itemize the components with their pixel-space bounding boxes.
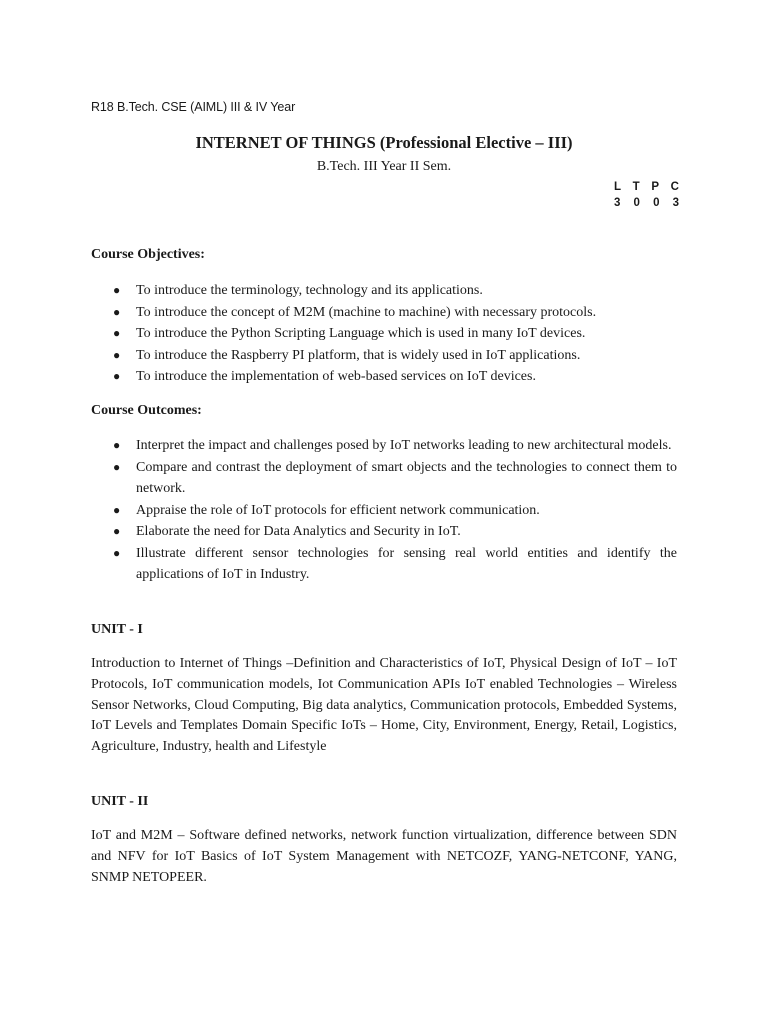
bullet-icon: ● [113,438,121,452]
bullet-icon: ● [113,459,121,474]
unit-2-heading: UNIT - II [91,794,149,809]
ltpc-values [614,197,679,209]
list-item: ● Compare and contrast the deployment of smart objects and the technologies to connect them to network. [91,457,677,500]
ltpc-value-c: 3 [672,197,679,209]
ltpc-labels [614,181,679,193]
unit-1-heading: UNIT - I [91,622,143,637]
bullet-icon: ● [113,369,121,383]
list-item: ● To introduce the concept of M2M (machine to machine) with necessary protocols. [91,302,677,324]
bullet-icon: ● [113,524,121,538]
unit-1-body: Introduction to Internet of Things –Definition and Characteristics of IoT, Physical Design of IoT – IoT Protocols, IoT communication models, Iot Communication APIs IoT enabled Technologies – Wireless Sensor Networks, Cloud Computing, Big data analytics, Communication protocols, Embedded Systems, IoT Levels and Templates Domain Specific IoTs – Home, City, Environment, Energy, Retail, Logistics, Agriculture, Industry, health and Lifestyle [91,656,677,755]
bullet-icon: ● [113,502,121,517]
unit-2-body: IoT and M2M – Software defined networks, network function virtualization, difference between SDN and NFV for IoT Basics of IoT System Management with NETCOZF, YANG-NETCONF, YANG, SNMP NETOPEER. [91,828,677,885]
ltpc-value-p: 0 [653,197,660,209]
ltpc-label-p: P [651,181,660,193]
course-title: INTERNET OF THINGS (Professional Elective – III) [195,133,573,152]
outcomes-list [91,435,677,586]
list-item: ● Interpret the impact and challenges posed by IoT networks leading to new architectural models. [91,435,677,457]
program-line: R18 B.Tech. CSE (AIML) III & IV Year [91,100,296,114]
objectives-list [91,280,677,388]
bullet-icon: ● [113,283,121,297]
list-item: ● To introduce the terminology, technology and its applications. [91,280,677,302]
ltpc-value-t: 0 [633,197,640,209]
list-item: ● Appraise the role of IoT protocols for efficient network communication. [91,500,677,522]
outcomes-heading: Course Outcomes: [91,403,202,418]
list-item: ● To introduce the Raspberry PI platform, that is widely used in IoT applications. [91,345,677,367]
ltpc-label-l: L [614,181,622,193]
list-item: ● To introduce the implementation of web-based services on IoT devices. [91,366,677,388]
bullet-icon: ● [113,347,121,362]
bullet-icon: ● [113,326,121,340]
list-item: ● To introduce the Python Scripting Language which is used in many IoT devices. [91,323,677,345]
objectives-heading: Course Objectives: [91,247,205,262]
bullet-icon: ● [113,304,121,319]
ltpc-value-l: 3 [614,197,621,209]
course-semester: B.Tech. III Year II Sem. [316,159,452,174]
ltpc-label-c: C [670,181,679,193]
bullet-icon: ● [113,545,121,560]
list-item: ● Illustrate different sensor technologies for sensing real world entities and identify the applications of IoT in Industry. [91,543,677,586]
list-item: ● Elaborate the need for Data Analytics and Security in IoT. [91,521,677,543]
ltpc-label-t: T [632,181,640,193]
